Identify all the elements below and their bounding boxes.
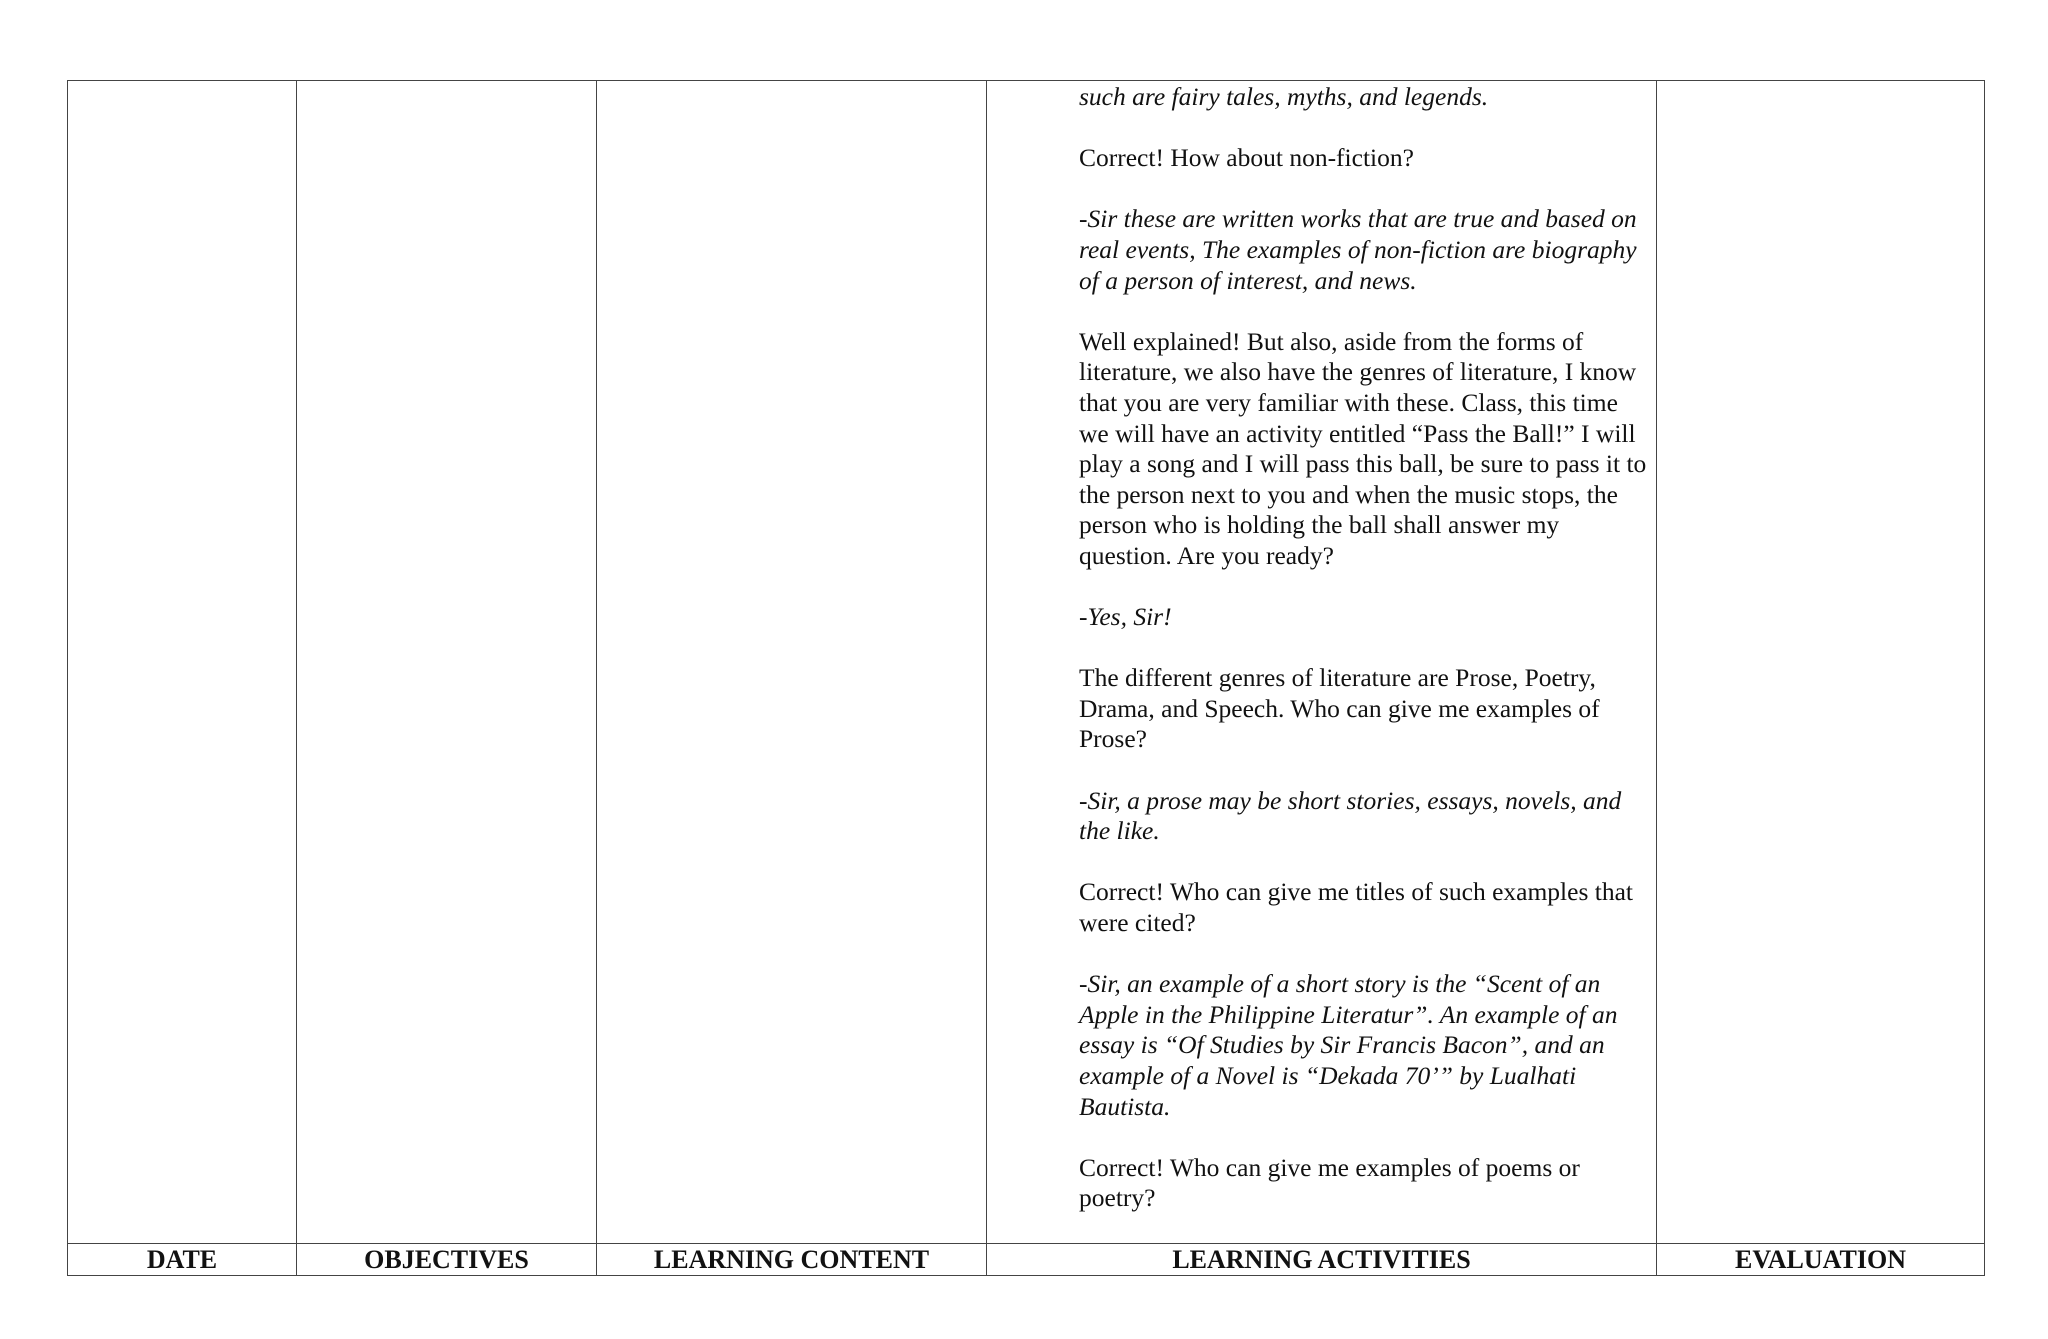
header-learning-content: LEARNING CONTENT — [597, 1244, 987, 1276]
table-body-row — [68, 81, 1985, 1244]
objectives-cell — [297, 81, 597, 1244]
activity-paragraph: Correct! How about non-fiction? — [1079, 143, 1414, 173]
learning-content-cell — [597, 81, 987, 1244]
evaluation-cell — [1657, 81, 1985, 1244]
lesson-plan-table — [67, 80, 1985, 1276]
activity-paragraph: such are fairy tales, myths, and legends. — [1079, 82, 1489, 111]
activity-paragraph: The different genres of literature are Prose, Poetry, Drama, and Speech. Who can give me examples of Prose? — [1079, 663, 1600, 754]
date-cell — [68, 81, 297, 1244]
activity-paragraph: -Sir, an example of a short story is the “Scent of an Apple in the Philippine Literatur”. An example of an essay is “Of Studies by Sir Francis Bacon”, and an example of a Novel is “Dekada 70’” by Lualhati Bautista. — [1079, 969, 1618, 1121]
activity-paragraph: Correct! Who can give me examples of poems or poetry? — [1079, 1152, 1580, 1213]
header-evaluation: EVALUATION — [1657, 1244, 1985, 1276]
header-learning-activities: LEARNING ACTIVITIES — [987, 1244, 1657, 1276]
activity-paragraph: -Sir, a prose may be short stories, essays, novels, and the like. — [1079, 785, 1622, 846]
activity-paragraph: Correct! Who can give me titles of such examples that were cited? — [1079, 877, 1633, 938]
header-objectives: OBJECTIVES — [297, 1244, 597, 1276]
table-header-row — [68, 1244, 1985, 1276]
activity-paragraph: Well explained! But also, aside from the forms of literature, we also have the genres of literature, I know that you are very familiar with these. Class, this time we will have an activity entitled “Pass the Ball!” I will play a song and I will pass this ball, be sure to pass it to the person next to you and when the music stops, the person who is holding the ball shall answer my question. Are you ready? — [1079, 326, 1647, 570]
learning-activities-cell — [987, 81, 1657, 1244]
header-date: DATE — [68, 1244, 297, 1276]
activity-paragraph: -Sir these are written works that are true and based on real events, The examples of non-fiction are biography of a person of interest, and news. — [1079, 204, 1637, 295]
learning-activities-text — [1079, 82, 1649, 1214]
activity-paragraph: -Yes, Sir! — [1079, 602, 1172, 632]
